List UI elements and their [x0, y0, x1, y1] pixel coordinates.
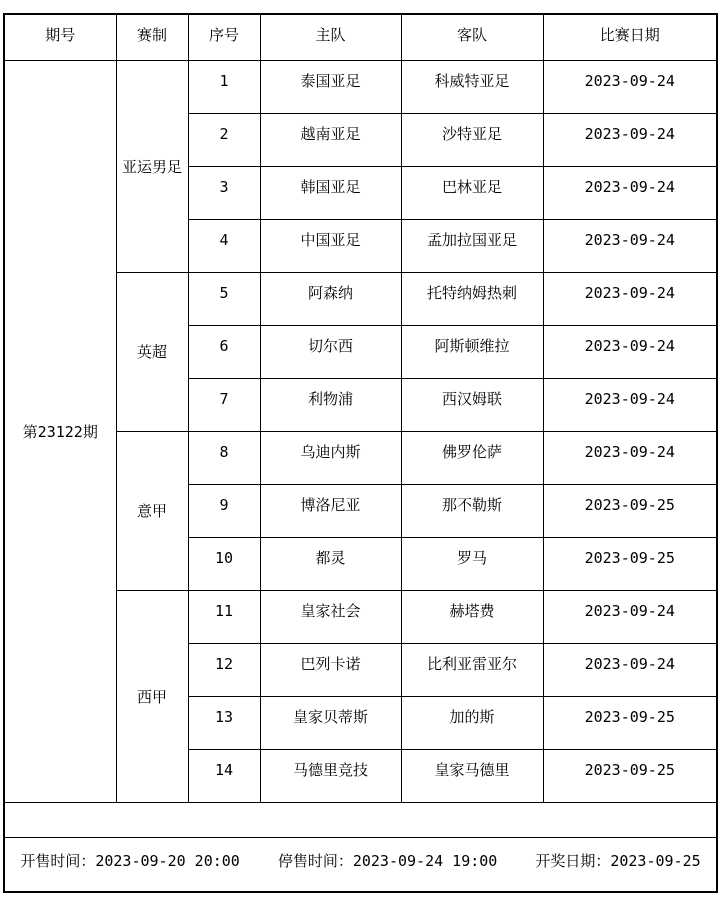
- match-schedule-table: [3, 13, 718, 893]
- header-row: [4, 14, 717, 60]
- match-date-cell: 2023-09-24: [543, 431, 717, 484]
- sale-start-time: 开售时间：2023-09-20 20:00: [20, 851, 240, 870]
- away-team-cell: 阿斯顿维拉: [401, 325, 543, 378]
- away-team-cell: 皇家马德里: [401, 749, 543, 802]
- away-team-cell: 西汉姆联: [401, 378, 543, 431]
- away-team-cell: 巴林亚足: [401, 166, 543, 219]
- col-header-league: 赛制: [116, 14, 188, 60]
- sale-stop-time: 停售时间：2023-09-24 19:00: [277, 851, 498, 870]
- away-team-cell: 沙特亚足: [401, 113, 543, 166]
- league-cell-la-liga: 西甲: [116, 590, 188, 802]
- away-team-cell: 科威特亚足: [401, 60, 543, 113]
- league-cell-premier-league: 英超: [116, 272, 188, 431]
- away-team-cell: 孟加拉国亚足: [401, 219, 543, 272]
- home-team-cell: 乌迪内斯: [260, 431, 401, 484]
- match-date-cell: 2023-09-24: [543, 60, 717, 113]
- home-team-cell: 皇家贝蒂斯: [260, 696, 401, 749]
- home-team-cell: 皇家社会: [260, 590, 401, 643]
- seq-cell: 14: [188, 749, 260, 802]
- home-team-cell: 韩国亚足: [260, 166, 401, 219]
- match-date-cell: 2023-09-24: [543, 643, 717, 696]
- seq-cell: 8: [188, 431, 260, 484]
- seq-cell: 10: [188, 537, 260, 590]
- home-team-cell: 马德里竞技: [260, 749, 401, 802]
- col-header-away: 客队: [401, 14, 543, 60]
- seq-cell: 3: [188, 166, 260, 219]
- match-date-cell: 2023-09-24: [543, 272, 717, 325]
- match-date-cell: 2023-09-25: [543, 749, 717, 802]
- league-cell-asian-games: 亚运男足: [116, 60, 188, 272]
- col-header-period: 期号: [4, 14, 116, 60]
- seq-cell: 7: [188, 378, 260, 431]
- seq-cell: 5: [188, 272, 260, 325]
- match-date-cell: 2023-09-24: [543, 113, 717, 166]
- home-team-cell: 泰国亚足: [260, 60, 401, 113]
- seq-cell: 4: [188, 219, 260, 272]
- seq-cell: 12: [188, 643, 260, 696]
- home-team-cell: 越南亚足: [260, 113, 401, 166]
- footer-row: [4, 837, 717, 892]
- match-date-cell: 2023-09-24: [543, 219, 717, 272]
- match-date-cell: 2023-09-24: [543, 325, 717, 378]
- match-date-cell: 2023-09-25: [543, 696, 717, 749]
- home-team-cell: 中国亚足: [260, 219, 401, 272]
- away-team-cell: 赫塔费: [401, 590, 543, 643]
- away-team-cell: 那不勒斯: [401, 484, 543, 537]
- spacer-cell: [4, 802, 717, 837]
- seq-cell: 2: [188, 113, 260, 166]
- period-cell: 第23122期: [4, 60, 116, 802]
- away-team-cell: 佛罗伦萨: [401, 431, 543, 484]
- home-team-cell: 都灵: [260, 537, 401, 590]
- seq-cell: 11: [188, 590, 260, 643]
- home-team-cell: 博洛尼亚: [260, 484, 401, 537]
- league-cell-serie-a: 意甲: [116, 431, 188, 590]
- home-team-cell: 利物浦: [260, 378, 401, 431]
- away-team-cell: 加的斯: [401, 696, 543, 749]
- col-header-date: 比赛日期: [543, 14, 717, 60]
- match-date-cell: 2023-09-24: [543, 590, 717, 643]
- seq-cell: 6: [188, 325, 260, 378]
- col-header-home: 主队: [260, 14, 401, 60]
- col-header-seq: 序号: [188, 14, 260, 60]
- draw-date: 开奖日期：2023-09-25: [535, 851, 701, 870]
- footer-cell: [4, 837, 717, 892]
- match-date-cell: 2023-09-24: [543, 166, 717, 219]
- match-date-cell: 2023-09-24: [543, 378, 717, 431]
- home-team-cell: 切尔西: [260, 325, 401, 378]
- sale-info: [5, 850, 716, 871]
- match-date-cell: 2023-09-25: [543, 484, 717, 537]
- away-team-cell: 托特纳姆热刺: [401, 272, 543, 325]
- home-team-cell: 阿森纳: [260, 272, 401, 325]
- seq-cell: 9: [188, 484, 260, 537]
- away-team-cell: 比利亚雷亚尔: [401, 643, 543, 696]
- spacer-row: [4, 802, 717, 837]
- table-row: [4, 60, 717, 113]
- home-team-cell: 巴列卡诺: [260, 643, 401, 696]
- away-team-cell: 罗马: [401, 537, 543, 590]
- seq-cell: 13: [188, 696, 260, 749]
- match-date-cell: 2023-09-25: [543, 537, 717, 590]
- seq-cell: 1: [188, 60, 260, 113]
